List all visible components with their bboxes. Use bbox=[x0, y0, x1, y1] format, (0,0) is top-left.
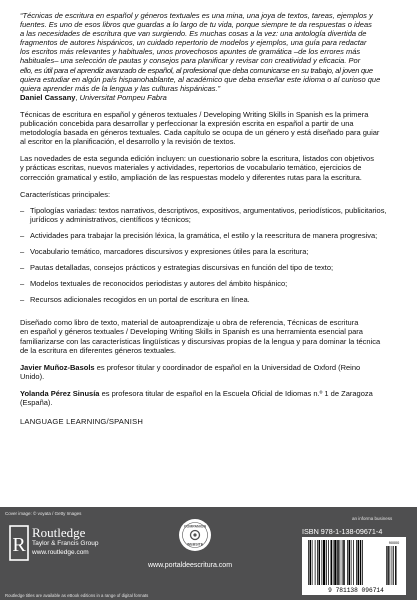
barcode-bar bbox=[312, 540, 313, 585]
designed-line: familiarizarse con las características lingüísticas y discursivas propias de la lengua y para dominar la técnica bbox=[20, 336, 381, 346]
author-bio-text: es profesora titular de español en la Escuela Oficial de Idiomas n.º 1 de Zaragoza bbox=[99, 388, 373, 398]
barcode-addon-bar bbox=[387, 546, 388, 585]
barcode-bar bbox=[342, 540, 343, 585]
barcode-bar bbox=[356, 540, 357, 585]
barcode-addon-bar bbox=[393, 546, 394, 585]
routledge-logo-icon bbox=[9, 525, 29, 565]
cover-credit: Cover image: © voyata / Getty Images bbox=[5, 511, 82, 516]
quote-line: ello, es útil para el aprendiz avanzado de español, al profesional que deba comunicarse en su trabajo, al joven que bbox=[20, 65, 373, 75]
barcode-number: 9 781138 096714 bbox=[328, 587, 384, 594]
designed-paragraph bbox=[20, 318, 402, 354]
designed-line: Diseñado como libro de texto, material de autoaprendizaje u obra de referencia, Técnicas de escritura bbox=[20, 318, 359, 328]
designed-line: en español y géneros textuales / Developing Writing Skills in Spanish es una herramienta esencial para bbox=[20, 327, 363, 337]
barcode-bar bbox=[358, 540, 360, 585]
novelties-line: y prácticas escritas, nuevos materiales y actividades, repertorios de vocabulario temático, ejercicios de bbox=[20, 163, 362, 173]
author-bio-text: es profesor titular y coordinador de español en la Universidad de Oxford (Reino bbox=[94, 362, 361, 372]
isbn-number: ISBN 978-1-138-09671-4 bbox=[302, 527, 383, 536]
barcode-bar bbox=[331, 540, 333, 585]
novelties-line: corrección gramatical y estilo, ampliación de las respuestas modelo y diferentes rutas para la escritura. bbox=[20, 172, 362, 182]
barcode-bar bbox=[333, 540, 334, 585]
barcode-bar bbox=[322, 540, 323, 585]
barcode bbox=[302, 537, 406, 595]
companion-website-badge-icon bbox=[178, 518, 212, 552]
description-paragraph bbox=[20, 110, 402, 146]
quote-line: habituales– una selección de pautas y consejos para planificar y revisar con creatividad y eficacia. Por bbox=[20, 56, 361, 66]
barcode-addon-bar bbox=[386, 546, 387, 585]
description-line: publicación concebida para desarrollar y perfeccionar la expresión escrita en español a partir de una bbox=[20, 119, 354, 129]
feature-item: – Tipologías variadas: textos narrativos, descriptivos, expositivos, argumentativos, periodísticos, publicitarios, jurídicos y administrativos, científicos y técnicos; bbox=[20, 206, 402, 224]
barcode-bar bbox=[343, 540, 345, 585]
ebook-note: Routledge titles are available as eBook editions in a range of digital formats bbox=[5, 593, 149, 598]
barcode-bar bbox=[337, 540, 339, 585]
barcode-bar bbox=[308, 540, 309, 585]
publisher-name: Routledge bbox=[32, 525, 86, 540]
barcode-bar bbox=[351, 540, 352, 585]
quote-attribution: Daniel Cassany, Universitat Pompeu Fabra bbox=[20, 92, 167, 102]
barcode-addon-number: 90000 bbox=[388, 541, 400, 545]
companion-badge-bottom-text: WEBSITE bbox=[186, 542, 204, 547]
features-list bbox=[20, 206, 402, 305]
quote-author: Daniel Cassany bbox=[20, 92, 76, 102]
quote-line: fuentes. Es uno de esos libros que guardas a lo largo de tu vida, porque siempre te da respuestas o ideas bbox=[20, 20, 372, 30]
novelties-paragraph bbox=[20, 154, 402, 181]
barcode-bar bbox=[328, 540, 329, 585]
barcode-bar bbox=[319, 540, 321, 585]
author-name: Yolanda Pérez Sinusía bbox=[20, 388, 100, 398]
informa-tagline: an informa business bbox=[352, 516, 393, 521]
publisher-footer bbox=[0, 507, 417, 600]
barcode-bar bbox=[349, 540, 351, 585]
quote-line: “Técnicas de escritura en español y géneros textuales es una mina, una joya de textos, tareas, ejemplos y bbox=[20, 11, 373, 20]
author-bio bbox=[20, 389, 402, 407]
description-line: Técnicas de escritura en español y géneros textuales / Developing Writing Skills in Spanish es la primera bbox=[20, 109, 369, 119]
features-heading: Características principales: bbox=[20, 189, 111, 199]
author-name: Javier Muñoz-Basols bbox=[20, 362, 95, 372]
barcode-bar bbox=[323, 540, 325, 585]
barcode-addon-bar bbox=[395, 546, 396, 585]
barcode-bar bbox=[340, 540, 341, 585]
quote-line: fragmentos de autores hispánicos, un cuidado repertorio de modelos y ejemplos, una guía para redactar bbox=[20, 38, 367, 48]
feature-item: – Pautas detalladas, consejos prácticos y estrategias discursivas en función del tipo de texto; bbox=[20, 263, 402, 272]
novelties-line: Las novedades de esta segunda edición incluyen: un cuestionario sobre la escritura, listados con objetivos bbox=[20, 154, 374, 164]
description-line: metodología basada en géneros textuales. Cada capítulo se ocupa de un género y está diseñado para guiar bbox=[20, 128, 380, 138]
publisher-url[interactable]: www.routledge.com bbox=[32, 549, 89, 556]
barcode-bar bbox=[326, 540, 327, 585]
feature-item: – Modelos textuales de reconocidos periodistas y autores del ámbito hispánico; bbox=[20, 279, 402, 288]
barcode-bar bbox=[353, 540, 354, 585]
author-bio bbox=[20, 363, 402, 381]
svg-text:R: R bbox=[12, 534, 26, 556]
barcode-bar bbox=[360, 540, 362, 585]
barcode-addon-bar bbox=[392, 546, 393, 585]
barcode-bar bbox=[317, 540, 318, 585]
quote-line: quiera aprender más de la lengua y las culturas hispánicas.” bbox=[20, 83, 221, 93]
barcode-bar bbox=[362, 540, 363, 585]
barcode-bar bbox=[334, 540, 336, 585]
feature-item: – Actividades para trabajar la precisión léxica, la gramática, el estilo y la reescritura de manera progresiva; bbox=[20, 231, 402, 240]
barcode-bars bbox=[308, 540, 397, 585]
description-line: al escritor en la planificación, el desarrollo y la revisión de textos. bbox=[20, 137, 236, 147]
barcode-bar bbox=[310, 540, 312, 585]
companion-badge-top-text: COMPANION bbox=[183, 524, 207, 529]
quote-line: los escritos más relevantes y habituales, unos provechosos apuntes de gramática –de los errores más bbox=[20, 47, 361, 57]
barcode-bar bbox=[315, 540, 316, 585]
feature-item: – Recursos adicionales recogidos en un portal de escritura en línea. bbox=[20, 295, 402, 304]
quote-line: a las necesidades de escritura que van surgiendo. Es muchas cosas a la vez: una antología divertida de bbox=[20, 29, 367, 39]
quote-affiliation: Universitat Pompeu Fabra bbox=[79, 92, 167, 102]
barcode-addon-bar bbox=[390, 546, 391, 585]
portal-url[interactable]: www.portaldeescritura.com bbox=[148, 562, 233, 569]
barcode-bar bbox=[347, 540, 348, 585]
author-bio-text: (España). bbox=[20, 398, 53, 407]
designed-line: de la escritura en diferentes géneros textuales. bbox=[20, 345, 176, 355]
author-bio-text: Unido). bbox=[20, 371, 45, 381]
publisher-group: Taylor & Francis Group bbox=[32, 540, 99, 547]
quote-line: quiera estudiar en algún país hispanohablante, al académico que deba enseñar este idioma o al curioso que bbox=[20, 74, 381, 84]
review-quote bbox=[20, 11, 402, 93]
feature-item: – Vocabulario temático, marcadores discursivos y expresiones útiles para la escritura; bbox=[20, 247, 402, 256]
cover-text bbox=[20, 11, 402, 426]
subject-category: LANGUAGE LEARNING/SPANISH bbox=[20, 417, 144, 427]
